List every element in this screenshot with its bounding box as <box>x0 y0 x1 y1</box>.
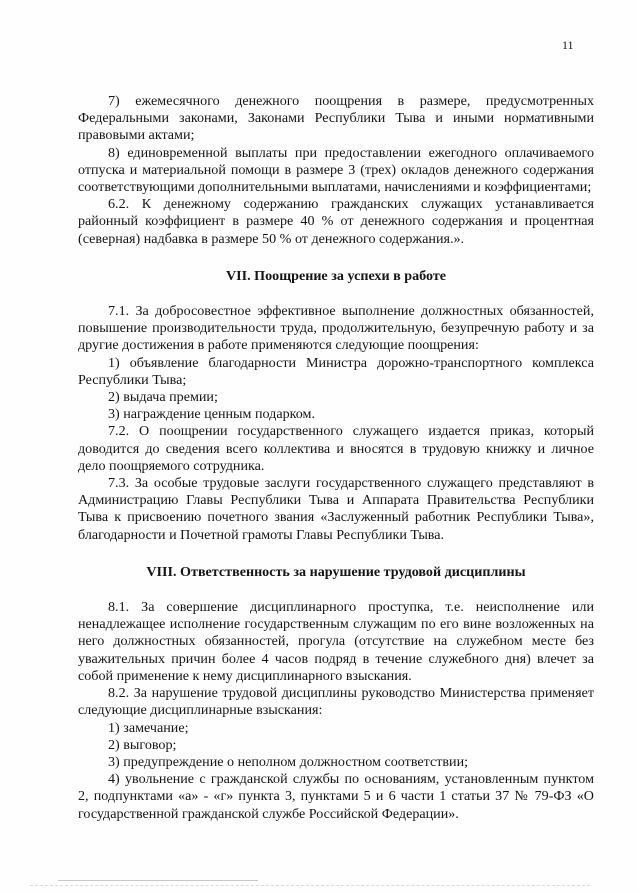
list-item-reprimand: 2) выговор; <box>108 736 177 753</box>
page-number: 11 <box>562 38 574 52</box>
list-item-bonus: 2) выдача премии; <box>108 389 218 406</box>
section-heading-viii: VIII. Ответственность за нарушение трудовой дисциплины <box>146 563 526 580</box>
section-heading-vii: VII. Поощрение за успехи в работе <box>225 267 447 284</box>
document-body <box>78 93 594 823</box>
paragraph-8-2: 8.2. За нарушение трудовой дисциплины руководство Министерства применяет следующие дисциплинарные взыскания: <box>78 685 594 719</box>
list-item-remark: 1) замечание; <box>108 719 189 736</box>
list-item-gift: 3) награждение ценным подарком. <box>108 406 315 423</box>
list-item-gratitude: 1) объявление благодарности Министра дорожно-транспортного комплекса Республики Тыва; <box>78 354 594 388</box>
paragraph-7-1: 7.1. За добросовестное эффективное выполнение должностных обязанностей, повышение производительности труда, продолжительную, безупречную работу и за другие достижения в работе применяются следующие поощрения: <box>78 303 594 354</box>
paragraph-8-1: 8.1. За совершение дисциплинарного проступка, т.е. неисполнение или ненадлежащее исполнение государственным служащим по его вине возложенных на него должностных обязанностей, прогула (отсутствие на служебном месте без уважительных причин более 4 часов подряд в течение служебного дня) влечет за собой применение к нему дисциплинарного взыскания. <box>78 599 594 684</box>
paragraph-item-7: 7) ежемесячного денежного поощрения в размере, предусмотренных Федеральными законами, Законами Республики Тыва и иными нормативными правовыми актами; <box>78 93 594 144</box>
list-item-dismissal: 4) увольнение с гражданской службы по основаниям, установленным пунктом 2, подпунктами «а» - «г» пункта 3, пунктами 5 и 6 части 1 статьи 37 № 79-ФЗ «О государственной гражданской службе Российской Федерации». <box>78 771 594 822</box>
paragraph-item-8: 8) единовременной выплаты при предоставлении ежегодного оплачиваемого отпуска и материальной помощи в размере 3 (трех) окладов денежного содержания соответствующими дополнительными выплатами, начислениями и коэффициентами; <box>78 144 594 196</box>
list-item-warning: 3) предупреждение о неполном должностном соответствии; <box>108 753 469 770</box>
paragraph-7-3: 7.3. За особые трудовые заслуги государственного служащего представляют в Администрацию Главы Республики Тыва и Аппарата Правительства Республики Тыва к присвоению почетного звания «Заслуженный работник Республики Тыва», благодарности и Почетной грамоты Главы Республики Тыва. <box>78 475 594 543</box>
paragraph-7-2: 7.2. О поощрении государственного служащего издается приказ, который доводится до сведения всего коллектива и вносятся в трудовую книжку и личное дело поощряемого сотрудника. <box>78 423 594 474</box>
paragraph-6-2: 6.2. К денежному содержанию гражданских служащих устанавливается районный коэффициент в размере 40 % от денежного содержания и процентная (северная) надбавка в размере 50 % от денежного содержания.». <box>78 196 594 247</box>
scan-edge-rule <box>30 885 590 886</box>
footer-rule <box>58 880 258 881</box>
